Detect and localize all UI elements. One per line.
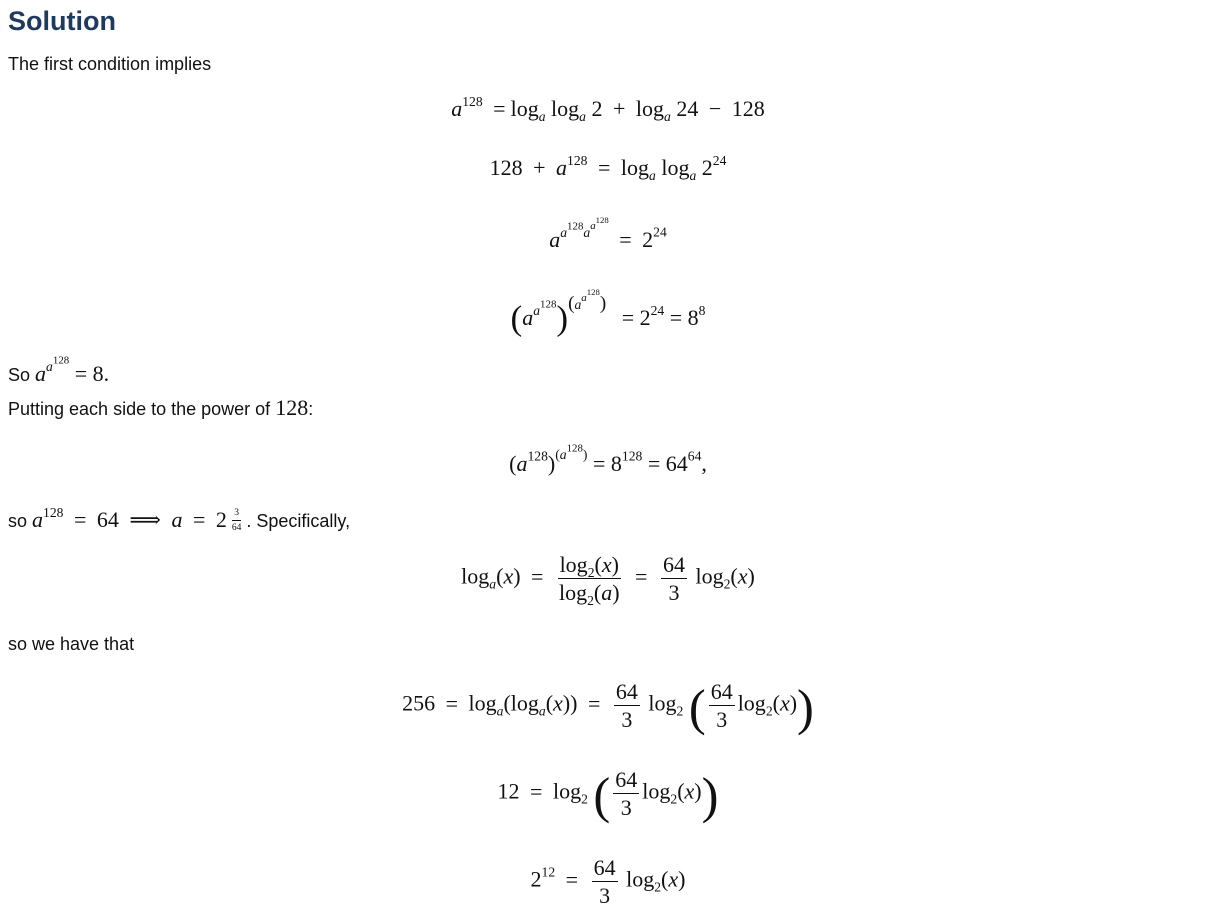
eq9-frac-num: 64 [613, 768, 639, 794]
so-line: So $a^{a^{128}} = 8$. [8, 354, 110, 386]
putting-line [8, 396, 313, 421]
so-word: So [8, 364, 31, 385]
equation-9: $12 = \log_2$ ( $\frac{64}{3}$ $\log_2(x)$) [497, 767, 719, 824]
putting-number: 128 [275, 395, 309, 420]
equation-7: $\log_a(x)$ = $\frac{\log_2(x)}{\log_2(a)}$ = $\frac{64}{3}$ $\log_2(x)$ [461, 552, 755, 608]
eq3-exponent: 24 [653, 224, 667, 240]
eq10-frac-den: 3 [599, 883, 611, 909]
eq7-frac-den: 3 [668, 580, 680, 606]
eq5-exp-128: 128 [621, 448, 643, 464]
equation-1: $a^{128} = \log_a \log_a 2 + \log_a 24 - 128$ [451, 93, 765, 124]
eq10-exponent: 12 [541, 864, 556, 880]
eq4-exp-24: 24 [650, 302, 665, 318]
solution-heading: Solution [8, 6, 116, 36]
so-lower-line: so $a^{128} = 64$ ⟹ a = 2 $^{\frac{3}{64}}$ . Specifically, [8, 504, 351, 534]
eq8-lhs: 256 [402, 690, 436, 716]
equation-2: $128 + a^{128} = \log_a \log_a 2^{24}$ [489, 152, 727, 183]
eq1-exponent: 128 [462, 93, 483, 109]
eq4-rhs: = 2 [621, 305, 651, 331]
eq4-exp-8: 8 [698, 302, 706, 318]
putting-text: Putting each side to the power of [8, 399, 271, 419]
equation-4: $(a^{a^{128}})^{(a^{a^{128}})} = 2^{24} = 8^8$ [510, 287, 706, 338]
eq5-mid: = 64 [647, 450, 688, 476]
so-lower-word: so [8, 511, 28, 532]
eq6-value: 64 [96, 507, 119, 533]
eq6-frac-den: 64 [231, 522, 242, 534]
we-have-text: so we have that [8, 634, 135, 654]
eq8-frac1-num: 64 [614, 680, 640, 706]
specifically-text: . Specifically, [246, 511, 351, 532]
eq5-exp-64: 64 [687, 448, 702, 464]
eq8-frac1-den: 3 [621, 707, 633, 733]
eq4-eq8: = 8 [669, 305, 699, 331]
eq10-frac-num: 64 [592, 856, 618, 882]
putting-colon: : [308, 399, 314, 419]
so-result: = 8. [74, 360, 110, 386]
equation-5: $(a^{128})^{(a^{128})} = 8^{128} = 64^{64}$, [509, 442, 707, 476]
intro-text: The first condition implies [8, 54, 212, 74]
equation-10: $2^{12}$ = $\frac{64}{3}$ $\log_2(x)$ [530, 855, 686, 909]
eq9-lhs: 12 [497, 778, 520, 804]
eq2-exponent: 24 [712, 152, 727, 168]
eq7-frac-num: 64 [661, 553, 687, 579]
eq6-frac-num: 3 [232, 508, 241, 521]
equation-3: $a^{a^{128}a^{a^{128}}} = 2^{24}$ [549, 215, 667, 252]
eq9-frac-den: 3 [620, 795, 632, 821]
eq5-result: = 8 [592, 450, 622, 476]
equation-8: $256 = \log_a(\log_a(x))$ = $\frac{64}{3}$ $\log_2$ ( $\frac{64}{3}$ $\log_2(x)$) [402, 679, 814, 736]
